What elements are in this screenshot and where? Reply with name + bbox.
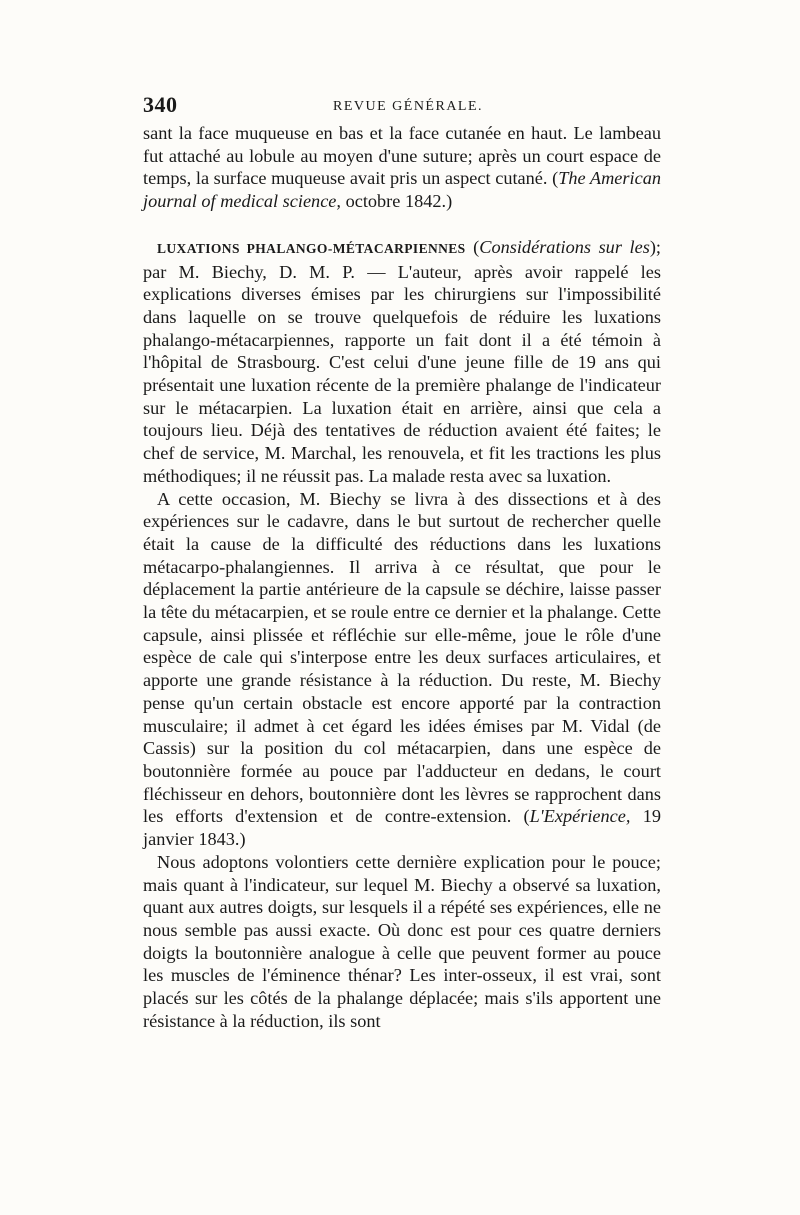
body-text [143, 122, 661, 1032]
subtitle-open: ( [465, 236, 480, 257]
running-title: REVUE GÉNÉRALE. [333, 99, 484, 114]
citation-date: 19 janvier 1843.) [143, 806, 661, 850]
paragraph-commentary [143, 851, 661, 1033]
page-header [143, 92, 661, 122]
page-number: 340 [143, 92, 178, 117]
paragraph-text: sant la face muqueuse en bas et la face cutanée en haut. Le lambeau fut attaché au lobule au moyen d'une suture; après un court espace de temps, la surface muqueuse avait pris un aspect cutané. ( [143, 123, 661, 189]
article-title: LUXATIONS PHALANGO-MÉTACARPIENNES [157, 240, 466, 256]
subtitle-close: ); [649, 236, 661, 257]
book-page [143, 92, 661, 1032]
article-paragraph [143, 236, 661, 488]
paragraph-dissections [143, 488, 661, 851]
citation-date: octobre 1842.) [341, 191, 453, 212]
article-body: par M. Biechy, D. M. P. — L'auteur, après avoir rappelé les explications diverses émises par les chirurgiens sur l'impossibilité dans laquelle on se trouve quelquefois de réduire les luxations phalango-métacarpiennes, rapporte un fait dont il a été témoin à l'hôpital de Strasbourg. C'est celui d'une jeune fille de 19 ans qui présentait une luxation récente de la première phalange de l'indicateur sur le métacarpien. La luxation était en arrière, ainsi que cela a toujours lieu. Déjà des tentatives de réduction avaient été faites; le chef de service, M. Marchal, les renouvela, et fit les tractions les plus méthodiques; il ne réussit pas. La malade resta avec sa luxation. [143, 261, 661, 486]
journal-citation: L'Expérience, [529, 806, 631, 827]
journal-citation: The American journal of medical science, [143, 168, 662, 212]
paragraph-previous-article [143, 122, 661, 213]
article-subtitle: Considérations sur les [479, 236, 650, 257]
paragraph-text: A cette occasion, M. Biechy se livra à des dissections et à des expériences sur le cadavre, dans le but surtout de rechercher quelle était la cause de la difficulté des réductions dans les luxations métacarpo-phalangiennes. Il arriva à ce résultat, que pour le déplacement la partie antérieure de la capsule se déchire, laisse passer la tête du métacarpien, et se roule entre ce dernier et la phalange. Cette capsule, ainsi plissée et réfléchie sur elle-même, joue le rôle d'une espèce de cale qui s'interpose entre les deux surfaces articulaires, et apporte une grande résistance à la réduction. Du reste, M. Biechy pense qu'un certain obstacle est encore apporté par la contraction musculaire; il admet à cet égard les idées émises par M. Vidal (de Cassis) sur la position du col métacarpien, dans une espèce de boutonnière formée au pouce par l'adducteur en dedans, le court fléchisseur en dehors, boutonnière dont les lèvres se rapprochent dans les efforts d'extension et de contre-extension. ( [143, 488, 661, 827]
section-gap [143, 213, 661, 236]
paragraph-text: Nous adoptons volontiers cette dernière explication pour le pouce; mais quant à l'indicateur, sur lequel M. Biechy a observé sa luxation, quant aux autres doigts, sur lesquels il a répété ses expériences, elle ne nous semble pas aussi exacte. Où donc est pour ces quatre derniers doigts la boutonnière analogue à celle que peuvent former au pouce les muscles de l'éminence thénar? Les inter-osseux, il est vrai, sont placés sur les côtés de la phalange déplacée; mais s'ils apportent une résistance à la réduction, ils sont [143, 851, 661, 1031]
